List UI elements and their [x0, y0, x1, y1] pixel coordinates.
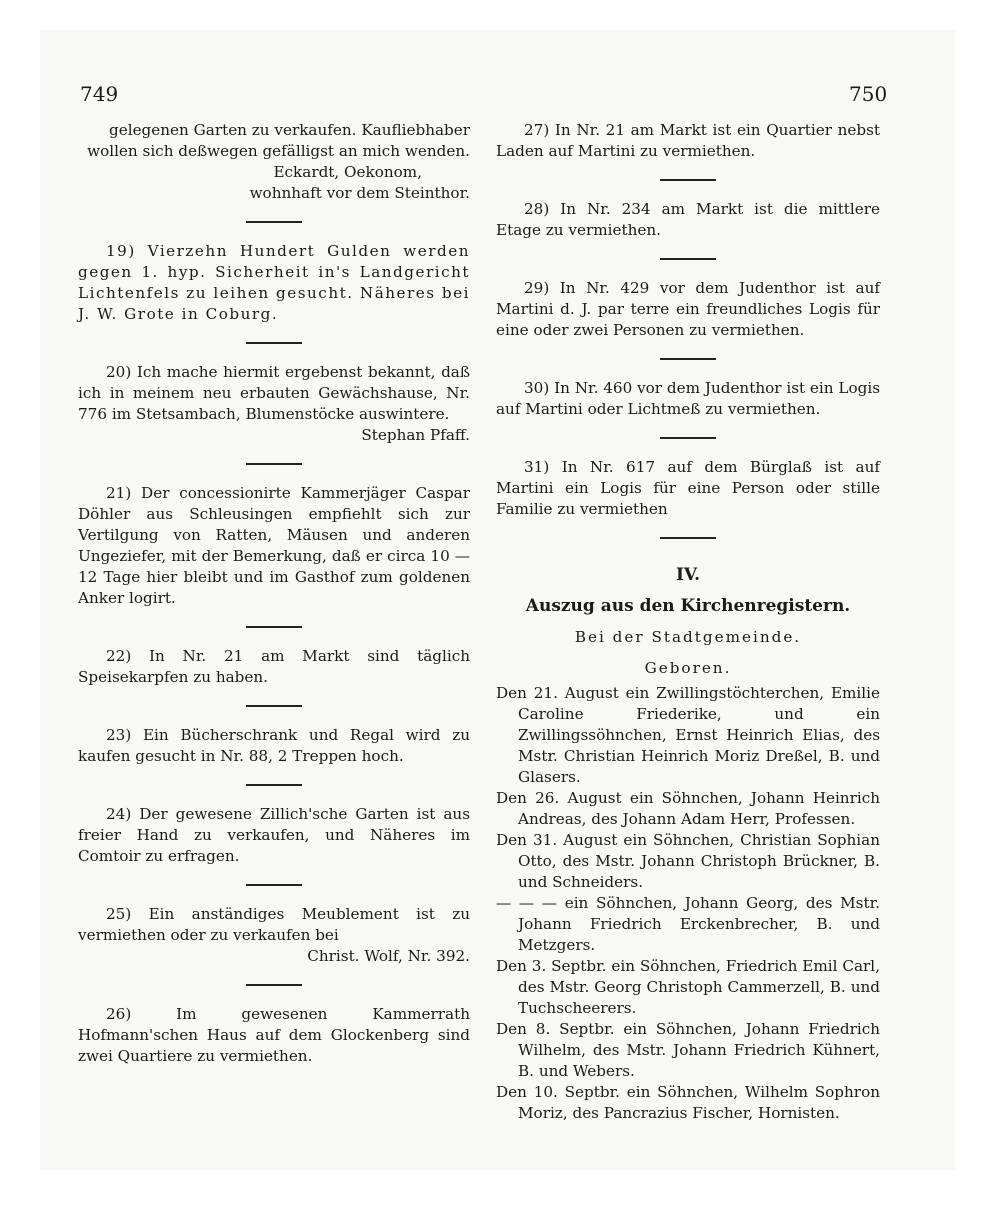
- section-heading: Bei der Stadtgemeinde.: [574, 628, 802, 646]
- divider-rule: [246, 342, 302, 344]
- divider-rule: [660, 437, 716, 439]
- divider-rule: [246, 221, 302, 223]
- page-number-left: 749: [80, 82, 119, 106]
- section-heading: Auszug aus den Kirchenregistern.: [525, 596, 851, 616]
- divider-rule: [660, 179, 716, 181]
- advertisement: 31) In Nr. 617 auf dem Bürglaß ist auf Martini ein Logis für eine Person oder stille Familie zu vermiethen: [496, 458, 880, 518]
- text-block: [78, 120, 470, 162]
- text-line: wollen sich deßwegen gefälligst an mich wenden.: [87, 142, 470, 160]
- register-entry: Den 21. August ein Zwillingstöchterchen, Emilie Caroline Friederike, und ein Zwillingssöhnchen, Ernst Heinrich Elias, des Mstr. Christian Heinrich Moriz Dreßel, B. und Glasers.: [496, 684, 880, 786]
- divider-rule: [660, 358, 716, 360]
- signature: [78, 425, 470, 446]
- divider-rule: [660, 258, 716, 260]
- advertisement: 23) Ein Bücherschrank und Regal wird zu kaufen gesucht in Nr. 88, 2 Treppen hoch.: [78, 726, 470, 765]
- signature-line: wohnhaft vor dem Steinthor.: [249, 184, 470, 202]
- left-column: [78, 120, 470, 1067]
- section-heading: Geboren.: [644, 659, 732, 677]
- divider-rule: [246, 784, 302, 786]
- signature-line: Christ. Wolf, Nr. 392.: [307, 947, 470, 965]
- signature: [78, 162, 470, 204]
- advertisement: 28) In Nr. 234 am Markt ist die mittlere Etage zu vermiethen.: [496, 200, 880, 239]
- text-line: gelegenen Garten zu verkaufen. Kaufliebhaber: [109, 121, 470, 139]
- divider-rule: [246, 705, 302, 707]
- advertisement: 29) In Nr. 429 vor dem Judenthor ist auf Martini d. J. par terre ein freundliches Logis für eine oder zwei Personen zu vermiethen.: [496, 279, 880, 339]
- signature: [78, 946, 470, 967]
- divider-rule: [246, 626, 302, 628]
- register-entry: Den 31. August ein Söhnchen, Christian Sophian Otto, des Mstr. Johann Christoph Brückner, B. und Schneiders.: [496, 831, 880, 891]
- section-heading: IV.: [675, 565, 701, 585]
- divider-rule: [246, 984, 302, 986]
- register-entry: Den 10. Septbr. ein Söhnchen, Wilhelm Sophron Moriz, des Pancrazius Fischer, Hornisten.: [496, 1083, 880, 1122]
- advertisement: 27) In Nr. 21 am Markt ist ein Quartier nebst Laden auf Martini zu vermiethen.: [496, 121, 880, 160]
- register-entry: Den 26. August ein Söhnchen, Johann Heinrich Andreas, des Johann Adam Herr, Professen.: [496, 789, 880, 828]
- advertisement: 26) Im gewesenen Kammerrath Hofmann'schen Haus auf dem Glockenberg sind zwei Quartiere zu vermiethen.: [78, 1005, 470, 1065]
- register-entry: Den 3. Septbr. ein Söhnchen, Friedrich Emil Carl, des Mstr. Georg Christoph Cammerzell, B. und Tuchscheerers.: [496, 957, 880, 1017]
- register-entry: — — — ein Söhnchen, Johann Georg, des Mstr. Johann Friedrich Erckenbrecher, B. und Metzgers.: [496, 894, 880, 954]
- advertisement: 19) Vierzehn Hundert Gulden werden gegen 1. hyp. Sicherheit in's Landgericht Lichtenfels zu leihen gesucht. Näheres bei J. W. Grote in Coburg.: [78, 242, 470, 323]
- signature-line: Stephan Pfaff.: [361, 426, 470, 444]
- signature-line: Eckardt, Oekonom,: [273, 163, 422, 181]
- divider-rule: [246, 463, 302, 465]
- page-number-right: 750: [849, 82, 888, 106]
- divider-rule: [246, 884, 302, 886]
- advertisement: 21) Der concessionirte Kammerjäger Caspar Döhler aus Schleusingen empfiehlt sich zur Vertilgung von Ratten, Mäusen und anderen Ungeziefer, mit der Bemerkung, daß er circa 10 — 12 Tage hier bleibt und im Gasthof zum goldenen Anker logirt.: [78, 484, 470, 607]
- divider-rule: [660, 537, 716, 539]
- advertisement: 22) In Nr. 21 am Markt sind täglich Speisekarpfen zu haben.: [78, 647, 470, 686]
- advertisement: 30) In Nr. 460 vor dem Judenthor ist ein Logis auf Martini oder Lichtmeß zu vermiethen.: [496, 379, 880, 418]
- advertisement: 24) Der gewesene Zillich'sche Garten ist aus freier Hand zu verkaufen, und Näheres im Comtoir zu erfragen.: [78, 805, 470, 865]
- advertisement: 25) Ein anständiges Meublement ist zu vermiethen oder zu verkaufen bei: [78, 905, 470, 944]
- advertisement: 20) Ich mache hiermit ergebenst bekannt, daß ich in meinem neu erbauten Gewächshause, Nr. 776 im Stetsambach, Blumenstöcke auswintere.: [78, 363, 470, 423]
- right-column: [496, 120, 880, 1124]
- register-entry: Den 8. Septbr. ein Söhnchen, Johann Friedrich Wilhelm, des Mstr. Johann Friedrich Kühnert, B. und Webers.: [496, 1020, 880, 1080]
